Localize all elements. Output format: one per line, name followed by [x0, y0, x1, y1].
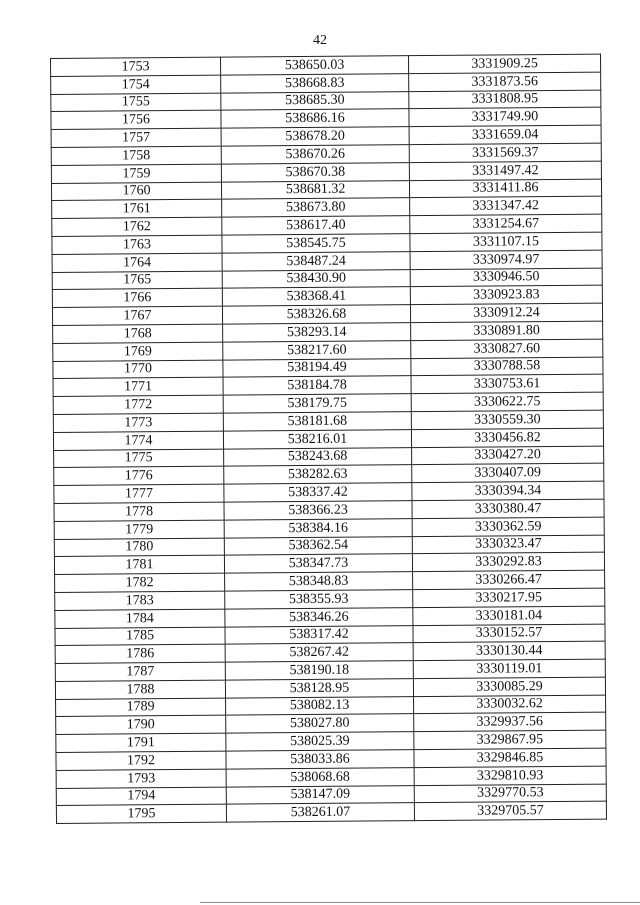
point-number-cell: 1760	[51, 182, 221, 201]
y-coordinate-cell: 3330217.95	[413, 588, 605, 607]
x-coordinate-cell: 538670.26	[221, 145, 409, 164]
x-coordinate-cell: 538355.93	[225, 590, 413, 609]
point-number-cell: 1758	[51, 146, 221, 165]
x-coordinate-cell: 538025.39	[226, 732, 414, 751]
point-number-cell: 1766	[52, 289, 222, 308]
point-number-cell: 1795	[56, 805, 226, 824]
x-coordinate-cell: 538317.42	[225, 625, 413, 644]
y-coordinate-cell: 3330119.01	[413, 659, 605, 678]
x-coordinate-cell: 538545.75	[222, 234, 410, 253]
y-coordinate-cell: 3330394.34	[412, 481, 604, 500]
x-coordinate-cell: 538326.68	[222, 305, 410, 324]
x-coordinate-cell: 538348.83	[225, 572, 413, 591]
y-coordinate-cell: 3331411.86	[409, 179, 601, 198]
point-number-cell: 1762	[52, 217, 222, 236]
y-coordinate-cell: 3330323.47	[412, 535, 604, 554]
y-coordinate-cell: 3329846.85	[414, 748, 606, 767]
x-coordinate-cell: 538368.41	[222, 287, 410, 306]
y-coordinate-cell: 3330753.61	[411, 375, 603, 394]
x-coordinate-cell: 538282.63	[224, 465, 412, 484]
y-coordinate-cell: 3329867.95	[414, 730, 606, 749]
point-number-cell: 1789	[56, 698, 226, 717]
point-number-cell: 1764	[52, 253, 222, 272]
y-coordinate-cell: 3329937.56	[414, 713, 606, 732]
point-number-cell: 1778	[54, 502, 224, 521]
point-number-cell: 1785	[55, 627, 225, 646]
point-number-cell: 1756	[51, 111, 221, 130]
x-coordinate-cell: 538068.68	[226, 768, 414, 787]
point-number-cell: 1790	[56, 716, 226, 735]
y-coordinate-cell: 3330130.44	[413, 641, 605, 660]
y-coordinate-cell: 3330181.04	[413, 606, 605, 625]
y-coordinate-cell: 3330292.83	[412, 552, 604, 571]
x-coordinate-cell: 538685.30	[221, 91, 409, 110]
x-coordinate-cell: 538681.32	[221, 180, 409, 199]
point-number-cell: 1768	[53, 324, 223, 343]
point-number-cell: 1780	[54, 538, 224, 557]
y-coordinate-cell: 3330827.60	[411, 339, 603, 358]
point-number-cell: 1786	[55, 644, 225, 663]
y-coordinate-cell: 3329770.53	[414, 784, 606, 803]
point-number-cell: 1793	[56, 769, 226, 788]
y-coordinate-cell: 3329705.57	[414, 802, 606, 821]
x-coordinate-cell: 538181.68	[223, 412, 411, 431]
y-coordinate-cell: 3330788.58	[411, 357, 603, 376]
y-coordinate-cell: 3330362.59	[412, 517, 604, 536]
y-coordinate-cell: 3330912.24	[410, 303, 602, 322]
y-coordinate-cell: 3330407.09	[412, 463, 604, 482]
point-number-cell: 1770	[53, 360, 223, 379]
y-coordinate-cell: 3331659.04	[409, 125, 601, 144]
y-coordinate-cell: 3329810.93	[414, 766, 606, 785]
point-number-cell: 1754	[51, 75, 221, 94]
x-coordinate-cell: 538027.80	[226, 714, 414, 733]
point-number-cell: 1792	[56, 751, 226, 770]
point-number-cell: 1779	[54, 520, 224, 539]
x-coordinate-cell: 538190.18	[225, 661, 413, 680]
x-coordinate-cell: 538128.95	[225, 679, 413, 698]
x-coordinate-cell: 538362.54	[224, 536, 412, 555]
coordinates-table	[50, 54, 607, 825]
point-number-cell: 1788	[55, 680, 225, 699]
point-number-cell: 1753	[51, 57, 221, 76]
point-number-cell: 1774	[53, 431, 223, 450]
x-coordinate-cell: 538267.42	[225, 643, 413, 662]
point-number-cell: 1772	[53, 395, 223, 414]
x-coordinate-cell: 538668.83	[221, 73, 409, 92]
x-coordinate-cell: 538194.49	[223, 358, 411, 377]
point-number-cell: 1761	[52, 200, 222, 219]
point-number-cell: 1782	[55, 573, 225, 592]
point-number-cell: 1776	[54, 466, 224, 485]
x-coordinate-cell: 538261.07	[226, 803, 414, 822]
y-coordinate-cell: 3330266.47	[413, 570, 605, 589]
y-coordinate-cell: 3331749.90	[409, 108, 601, 127]
x-coordinate-cell: 538650.03	[220, 56, 408, 75]
point-number-cell: 1755	[51, 93, 221, 112]
y-coordinate-cell: 3331497.42	[409, 161, 601, 180]
point-number-cell: 1787	[55, 662, 225, 681]
x-coordinate-cell: 538346.26	[225, 607, 413, 626]
point-number-cell: 1794	[56, 787, 226, 806]
point-number-cell: 1784	[55, 609, 225, 628]
point-number-cell: 1783	[55, 591, 225, 610]
point-number-cell: 1767	[52, 306, 222, 325]
y-coordinate-cell: 3330559.30	[411, 410, 603, 429]
point-number-cell: 1791	[56, 733, 226, 752]
y-coordinate-cell: 3331107.15	[410, 232, 602, 251]
y-coordinate-cell: 3331808.95	[409, 90, 601, 109]
coordinates-table-body	[51, 54, 607, 824]
coordinates-table-container	[50, 54, 606, 825]
y-coordinate-cell: 3330456.82	[411, 428, 603, 447]
x-coordinate-cell: 538293.14	[223, 323, 411, 342]
x-coordinate-cell: 538617.40	[222, 216, 410, 235]
page-number: 42	[313, 33, 327, 48]
point-number-cell: 1765	[52, 271, 222, 290]
y-coordinate-cell: 3331347.42	[410, 197, 602, 216]
y-coordinate-cell: 3330085.29	[413, 677, 605, 696]
bottom-scan-edge-line	[200, 902, 640, 903]
y-coordinate-cell: 3330974.97	[410, 250, 602, 269]
x-coordinate-cell: 538033.86	[226, 750, 414, 769]
x-coordinate-cell: 538686.16	[221, 109, 409, 128]
point-number-cell: 1771	[53, 377, 223, 396]
point-number-cell: 1781	[54, 555, 224, 574]
y-coordinate-cell: 3330923.83	[410, 286, 602, 305]
x-coordinate-cell: 538384.16	[224, 518, 412, 537]
point-number-cell: 1773	[53, 413, 223, 432]
table-row	[56, 802, 606, 824]
y-coordinate-cell: 3331569.37	[409, 143, 601, 162]
point-number-cell: 1769	[53, 342, 223, 361]
point-number-cell: 1763	[52, 235, 222, 254]
y-coordinate-cell: 3330032.62	[414, 695, 606, 714]
point-number-cell: 1775	[54, 449, 224, 468]
y-coordinate-cell: 3330152.57	[413, 624, 605, 643]
x-coordinate-cell: 538147.09	[226, 785, 414, 804]
y-coordinate-cell: 3331254.67	[410, 214, 602, 233]
x-coordinate-cell: 538179.75	[223, 394, 411, 413]
y-coordinate-cell: 3331873.56	[409, 72, 601, 91]
x-coordinate-cell: 538216.01	[223, 429, 411, 448]
point-number-cell: 1777	[54, 484, 224, 503]
point-number-cell: 1759	[51, 164, 221, 183]
y-coordinate-cell: 3330622.75	[411, 392, 603, 411]
x-coordinate-cell: 538366.23	[224, 501, 412, 520]
y-coordinate-cell: 3330891.80	[411, 321, 603, 340]
x-coordinate-cell: 538184.78	[223, 376, 411, 395]
x-coordinate-cell: 538487.24	[222, 251, 410, 270]
x-coordinate-cell: 538673.80	[222, 198, 410, 217]
x-coordinate-cell: 538347.73	[224, 554, 412, 573]
x-coordinate-cell: 538678.20	[221, 127, 409, 146]
y-coordinate-cell: 3330427.20	[412, 446, 604, 465]
y-coordinate-cell: 3330380.47	[412, 499, 604, 518]
x-coordinate-cell: 538670.38	[221, 162, 409, 181]
y-coordinate-cell: 3331909.25	[408, 54, 600, 73]
x-coordinate-cell: 538337.42	[224, 483, 412, 502]
y-coordinate-cell: 3330946.50	[410, 268, 602, 287]
point-number-cell: 1757	[51, 128, 221, 147]
x-coordinate-cell: 538217.60	[223, 340, 411, 359]
x-coordinate-cell: 538243.68	[224, 447, 412, 466]
x-coordinate-cell: 538430.90	[222, 269, 410, 288]
x-coordinate-cell: 538082.13	[226, 696, 414, 715]
